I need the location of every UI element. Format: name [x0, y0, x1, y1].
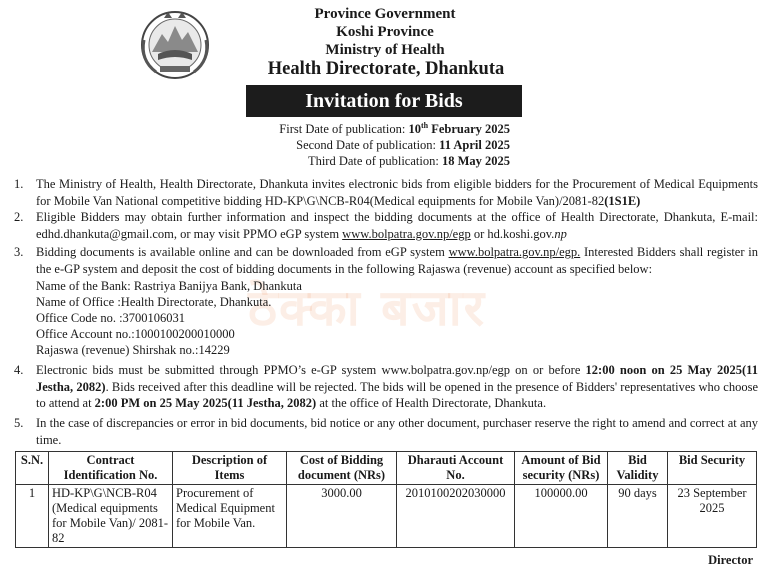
invitation-banner: Invitation for Bids — [246, 85, 522, 117]
clause-number: 2. — [14, 210, 24, 224]
watermark: ठेक्का बजार — [248, 279, 487, 337]
table-row — [16, 485, 757, 548]
submission-deadline: 12:00 noon on 25 May 2025(11 Jestha, 2082) — [36, 363, 758, 394]
first-publication-suffix: th — [420, 121, 429, 130]
cost-cell: 3000.00 — [287, 485, 397, 548]
column-header: Bid Validity — [608, 452, 668, 485]
third-publication-date — [240, 154, 510, 169]
second-publication-date — [240, 138, 510, 153]
column-header: Amount of Bid security (NRs) — [515, 452, 608, 485]
clause-number: 4. — [14, 363, 24, 377]
clause-2 — [14, 209, 758, 242]
clause-text: Electronic bids must be submitted through PPMO’s e-GP system www.bolpatra.gov.np/egp on or before — [36, 363, 586, 377]
province-name-heading: Koshi Province — [336, 24, 434, 40]
clause-italic-text: np — [554, 226, 567, 241]
directorate-heading: Health Directorate, Dhankuta — [267, 59, 505, 79]
clause-1 — [14, 176, 758, 209]
column-header: Bid Security — [668, 452, 757, 485]
column-header: Cost of Bidding document (NRs) — [287, 452, 397, 485]
clause-number: 1. — [14, 177, 24, 191]
third-publication-label: Third Date of publication: — [307, 154, 439, 168]
egp-link[interactable]: www.bolpatra.gov.np/egp. — [448, 245, 581, 259]
first-publication-date — [240, 121, 510, 137]
office-account: Office Account no.:1000100200010000 — [36, 327, 235, 341]
account-cell: 2010100202030000 — [397, 485, 515, 548]
table-header-row — [16, 452, 757, 485]
office-name: Name of Office :Health Directorate, Dhankuta. — [36, 295, 272, 309]
clause-text: Eligible Bidders may obtain further information and inspect the bidding documents at the office of Health Directorate, Dhankuta, E-mail: edhd.dhankuta@gmail.com, or may visit PPMO eGP system — [36, 210, 758, 241]
clause-text: at the office of Health Directorate, Dhankuta. — [316, 396, 547, 410]
description-cell: Procurement of Medical Equipment for Mobile Van. — [173, 485, 287, 548]
column-header: Description of Items — [173, 452, 287, 485]
opening-time: 2:00 PM on 25 May 2025(11 Jestha, 2082) — [94, 396, 317, 410]
first-publication-label: First Date of publication: — [279, 122, 406, 137]
clause-4 — [14, 362, 758, 412]
serial-number-cell: 1 — [16, 485, 49, 548]
clause-bold-text: (1S1E) — [604, 193, 641, 208]
clause-5 — [14, 415, 758, 448]
security-cell: 23 September 2025 — [668, 485, 757, 548]
province-government-heading: Province Government — [314, 6, 456, 22]
bank-details — [36, 278, 302, 358]
clause-text: Bidding documents is available online and can be downloaded from eGP system — [36, 245, 449, 259]
clause-number: 5. — [14, 416, 24, 430]
office-code: Office Code no. :3700106031 — [36, 311, 186, 325]
bank-name: Name of the Bank: Rastriya Banijya Bank, Dhankuta — [36, 279, 302, 293]
column-header: S.N. — [16, 452, 49, 485]
signatory: Director — [708, 553, 753, 567]
clause-text: In the case of discrepancies or error in bid documents, bid notice or any other document, purchaser reserve the right to amend and correct at any time. — [36, 416, 758, 447]
column-header: Contract Identification No. — [49, 452, 173, 485]
validity-cell: 90 days — [608, 485, 668, 548]
clause-number: 3. — [14, 245, 24, 259]
second-publication-value: 11 April 2025 — [439, 138, 510, 152]
bid-table — [15, 451, 757, 548]
clause-text: or hd.koshi.gov. — [470, 226, 555, 241]
amount-cell: 100000.00 — [515, 485, 608, 548]
contract-id-cell: HD-KP\G\NCB-R04 (Medical equipments for Mobile Van)/ 2081-82 — [49, 485, 173, 548]
clause-text: . Bids received after this deadline will be rejected. The bids will be opened in the presence of Bidders' representatives who choose to attend at — [36, 379, 758, 410]
egp-link[interactable]: www.bolpatra.gov.np/egp — [342, 226, 471, 241]
column-header: Dharauti Account No. — [397, 452, 515, 485]
ministry-heading: Ministry of Health — [325, 42, 445, 58]
clause-text: Interested Bidders shall register in the e-GP system and deposit the cost of bidding documents in the following Rajaswa (revenue) account as specified below: — [36, 245, 758, 276]
clause-text: The Ministry of Health, Health Directorate, Dhankuta invites electronic bids from eligible bidders for the Procurement of Medical Equipments for Mobile Van National competitive bidding HD-KP\G\NCB-R04(Medical equipments for Mobile Van)/2081-82 — [36, 177, 758, 208]
first-publication-day: 10 — [408, 122, 421, 137]
third-publication-value: 18 May 2025 — [441, 154, 510, 168]
second-publication-label: Second Date of publication: — [296, 138, 437, 152]
revenue-heading-number: Rajaswa (revenue) Shirshak no.:14229 — [36, 343, 230, 357]
government-emblem-icon — [138, 10, 212, 80]
first-publication-month: February 2025 — [428, 122, 510, 137]
